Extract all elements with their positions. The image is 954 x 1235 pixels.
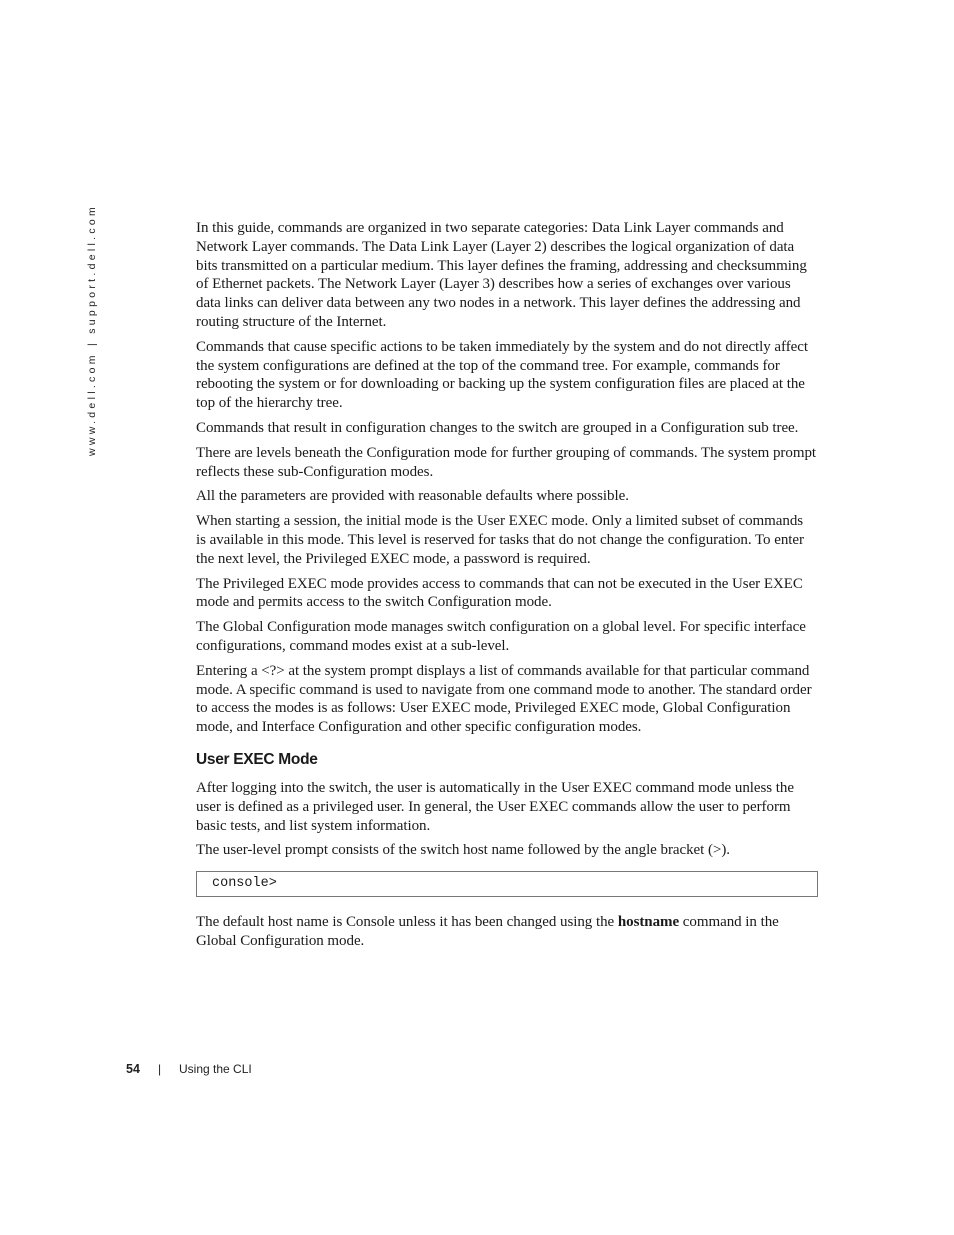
page-number: 54: [126, 1062, 140, 1076]
command-name: hostname: [617, 914, 680, 931]
paragraph: Entering a <?> at the system prompt displays a list of commands available for that particular command mode. A specific command is used to navigate from one command mode to another. The standard order to access the modes is as follows: User EXEC mode, Privileged EXEC mode, Global Configuration mode, and Interface Configuration and other specific configuration modes.: [196, 662, 812, 736]
paragraph: All the parameters are provided with reasonable defaults where possible.: [196, 488, 629, 505]
paragraph: The Privileged EXEC mode provides access to commands that can not be executed in the User EXEC mode and permits access to the switch Configuration mode.: [196, 575, 803, 611]
paragraph: Commands that cause specific actions to be taken immediately by the system and do not directly affect the system configurations are defined at the top of the command tree. For example, commands for rebooting the system or for downloading or backing up the system configuration files are placed at the top of the hierarchy tree.: [196, 338, 808, 412]
text-span: The default host name is Console unless it has been changed using the: [196, 914, 618, 931]
paragraph: Commands that result in configuration changes to the switch are grouped in a Configuration sub tree.: [196, 419, 799, 436]
chapter-title: Using the CLI: [179, 1062, 252, 1076]
text-span: command in the Global Configuration mode.: [196, 914, 779, 949]
section-heading: User EXEC Mode: [196, 750, 318, 768]
paragraph: After logging into the switch, the user is automatically in the User EXEC command mode unless the user is defined as a privileged user. In general, the User EXEC commands allow the user to perform basic tests, and list system information.: [196, 779, 794, 834]
paragraph: When starting a session, the initial mode is the User EXEC mode. Only a limited subset of commands is available in this mode. This level is reserved for tasks that do not change the configuration. To enter the next level, the Privileged EXEC mode, a password is required.: [196, 513, 804, 567]
paragraph: The Global Configuration mode manages switch configuration on a global level. For specific interface configurations, command modes exist at a sub-level.: [196, 619, 806, 654]
side-url: www.dell.com | support.dell.com: [86, 203, 98, 456]
code-example: console>: [196, 871, 818, 897]
paragraph-intro: In this guide, commands are organized in two separate categories: Data Link Layer commands and Network Layer commands. The Data Link Layer (Layer 2) describes the logical organization of data bits transmitted on a particular medium. This layer defines the framing, addressing and checksumming of Ethernet packets. The Network Layer (Layer 3) describes how a series of exchanges over various data links can deliver data between any two nodes in a network. This layer defines the addressing and routing structure of the Internet.: [196, 220, 807, 330]
main-content: [196, 219, 816, 957]
footer-separator: |: [158, 1062, 162, 1076]
paragraph: The user-level prompt consists of the switch host name followed by the angle bracket (>).: [196, 842, 730, 859]
paragraph-hostname: [196, 913, 816, 951]
paragraph: There are levels beneath the Configuration mode for further grouping of commands. The system prompt reflects these sub-Configuration modes.: [196, 444, 817, 480]
